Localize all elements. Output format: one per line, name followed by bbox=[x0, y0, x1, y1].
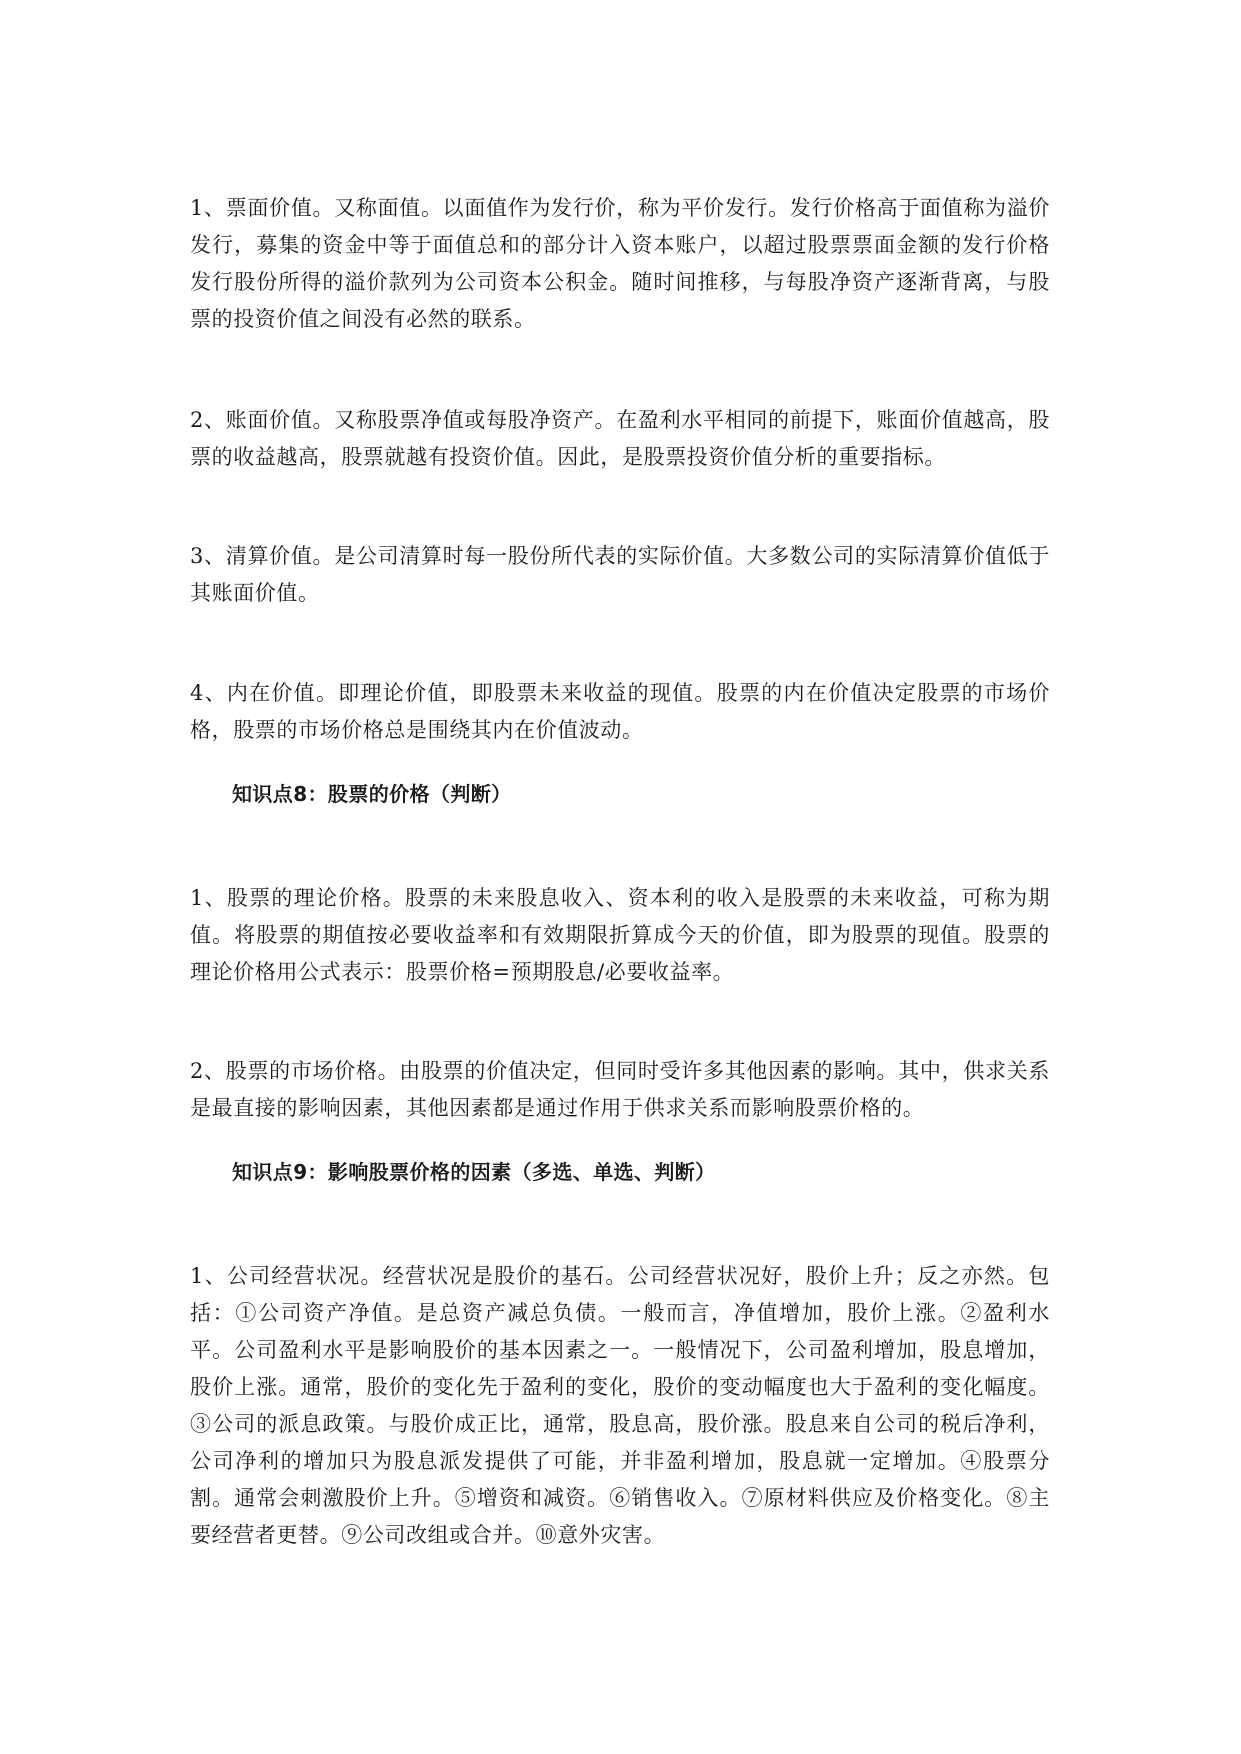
heading-knowledge-point-9: 知识点9：影响股票价格的因素（多选、单选、判断） bbox=[232, 1160, 716, 1184]
paragraph-face-value: 1、票面价值。又称面值。以面值作为发行价，称为平价发行。发行价格高于面值称为溢价发行，募集的资金中等于面值总和的部分计入资本账户，以超过股票票面金额的发行价格发行股份所得的溢价款列为公司资本公积金。随时间推移，与每股净资产逐渐背离，与股票的投资价值之间没有必然的联系。 bbox=[190, 196, 1050, 331]
heading-knowledge-point-8: 知识点8：股票的价格（判断） bbox=[232, 782, 512, 806]
paragraph-market-price: 2、股票的市场价格。由股票的价值决定，但同时受许多其他因素的影响。其中，供求关系是最直接的影响因素，其他因素都是通过作用于供求关系而影响股票价格的。 bbox=[190, 1059, 1050, 1120]
paragraph-intrinsic-value: 4、内在价值。即理论价值，即股票未来收益的现值。股票的内在价值决定股票的市场价格，股票的市场价格总是围绕其内在价值波动。 bbox=[190, 681, 1050, 742]
paragraph-company-operations: 1、公司经营状况。经营状况是股价的基石。公司经营状况好，股价上升；反之亦然。包括：①公司资产净值。是总资产减总负债。一般而言，净值增加，股价上涨。②盈利水平。公司盈利水平是影响股价的基本因素之一。一般情况下，公司盈利增加，股息增加，股价上涨。通常，股价的变化先于盈利的变化，股价的变动幅度也大于盈利的变化幅度。③公司的派息政策。与股价成正比，通常，股息高，股价涨。股息来自公司的税后净利，公司净利的增加只为股息派发提供了可能，并非盈利增加，股息就一定增加。④股票分割。通常会刺激股价上升。⑤增资和减资。⑥销售收入。⑦原材料供应及价格变化。⑧主要经营者更替。⑨公司改组或合并。⑩意外灾害。 bbox=[190, 1264, 1050, 1547]
paragraph-theoretical-price: 1、股票的理论价格。股票的未来股息收入、资本利的收入是股票的未来收益，可称为期值。将股票的期值按必要收益率和有效期限折算成今天的价值，即为股票的现值。股票的理论价格用公式表示：股票价格=预期股息/必要收益率。 bbox=[190, 886, 1050, 984]
paragraph-book-value: 2、账面价值。又称股票净值或每股净资产。在盈利水平相同的前提下，账面价值越高，股票的收益越高，股票就越有投资价值。因此，是股票投资价值分析的重要指标。 bbox=[190, 408, 1050, 469]
paragraph-liquidation-value: 3、清算价值。是公司清算时每一股份所代表的实际价值。大多数公司的实际清算价值低于其账面价值。 bbox=[190, 544, 1050, 605]
